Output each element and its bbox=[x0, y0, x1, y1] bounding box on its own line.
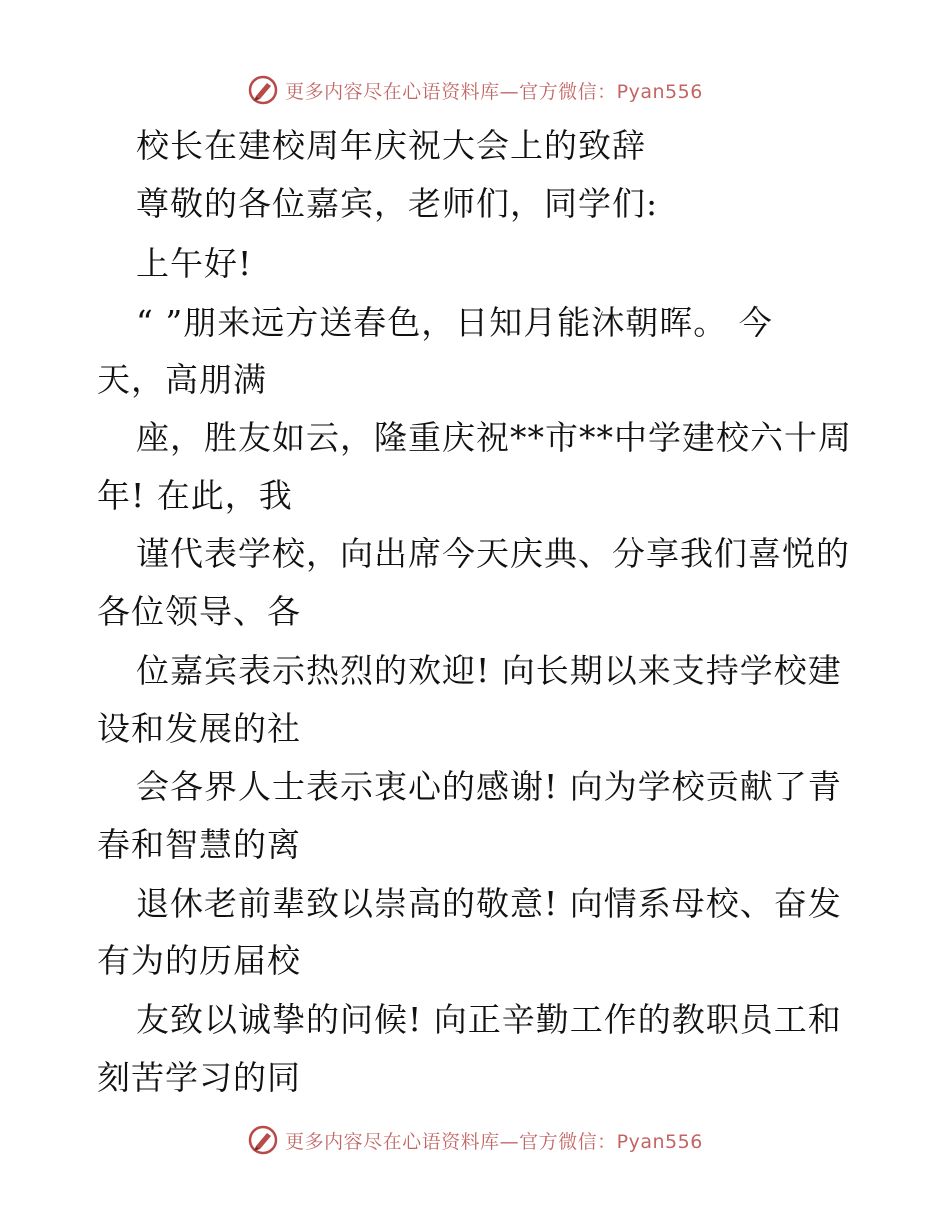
salutation: 尊敬的各位嘉宾，老师们，同学们: bbox=[136, 184, 659, 223]
header-watermark-text: 更多内容尽在心语资料库—官方微信：Pyan556 bbox=[285, 80, 703, 103]
paragraph-line: 刻苦学习的同 bbox=[97, 1058, 301, 1097]
paragraph-line: 年! 在此，我 bbox=[97, 476, 293, 515]
pen-logo-icon bbox=[247, 74, 279, 106]
paragraph-line: “ ”朋来远方送春色，日知月能沐朝晖。 今 bbox=[136, 303, 773, 342]
paragraph-line: 春和智慧的离 bbox=[97, 825, 301, 864]
paragraph-line: 位嘉宾表示热烈的欢迎! 向长期以来支持学校建 bbox=[136, 651, 842, 690]
footer-watermark bbox=[0, 1120, 950, 1160]
header-watermark bbox=[0, 70, 950, 110]
document-title: 校长在建校周年庆祝大会上的致辞 bbox=[136, 126, 646, 165]
paragraph-line: 谨代表学校，向出席今天庆典、分享我们喜悦的 bbox=[136, 534, 850, 573]
paragraph-line: 友致以诚挚的问候! 向正辛勤工作的教职员工和 bbox=[136, 1000, 842, 1039]
greeting: 上午好! bbox=[136, 244, 253, 283]
pen-logo-icon bbox=[247, 1124, 279, 1156]
paragraph-line: 有为的历届校 bbox=[97, 941, 301, 980]
footer-watermark-text: 更多内容尽在心语资料库—官方微信：Pyan556 bbox=[285, 1130, 703, 1153]
paragraph-line: 退休老前辈致以崇高的敬意! 向情系母校、奋发 bbox=[136, 884, 842, 923]
paragraph-line: 各位领导、各 bbox=[97, 592, 301, 631]
paragraph-line: 设和发展的社 bbox=[97, 709, 301, 748]
paragraph-line: 座，胜友如云，隆重庆祝**市**中学建校六十周 bbox=[136, 418, 852, 457]
paragraph-line: 会各界人士表示衷心的感谢! 向为学校贡献了青 bbox=[136, 767, 842, 806]
paragraph-line: 天，高朋满 bbox=[97, 360, 267, 399]
